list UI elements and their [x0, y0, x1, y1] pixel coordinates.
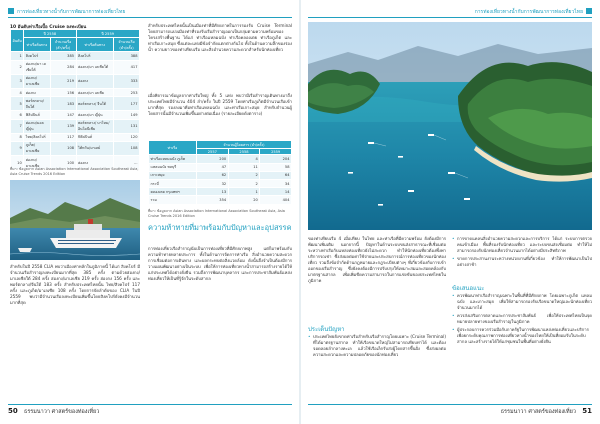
table-cell: 200 — [197, 155, 229, 163]
table-row — [11, 111, 140, 119]
table-row — [11, 60, 140, 74]
table-cell: ฮ่องกง/ มาเลเซีย — [24, 156, 50, 170]
table-cell: 219 — [50, 74, 76, 88]
table-cell: ไต้หวัน/มาเลย์ — [76, 141, 114, 155]
table2-col-2557: 2557 — [197, 149, 229, 155]
table-cell: ฮ่องกง/มา เลเซียใต้ — [24, 60, 50, 74]
table-cell: 156 — [50, 88, 76, 96]
table-cell: 6 — [11, 111, 24, 119]
left-col2-paragraph-3: การท่องเที่ยวเรือสำราญนับเป็นการท่องเที่ยวที่มีศักยภาพสูง แต่ก็มาพร้อมกับความท้าทายหลายประการ ทั้งในด้านการจัดการท่าเรือ สิ่งอำนวยความสะดวก การเชื่อมต่อการเดินทาง และผลกระทบต่อสิ่งแวดล้อม ดังนั้นจึงจำเป็นต้องมีการวางแผนพัฒนาอย่างเป็นระบบ เพื่อให้การท่องเที่ยวทางน้ำสามารถสร้างรายได้ให้แก่ประเทศได้อย่างยั่งยืน รวมถึงการพัฒนาบุคลากร และการประชาสัมพันธ์แหล่งท่องเที่ยวให้เป็นที่รู้จักในระดับสากล — [148, 246, 292, 281]
table-cell: 204 — [260, 155, 292, 163]
table-cell: 117 — [50, 133, 76, 141]
table-cell: 2 — [228, 179, 260, 187]
right-col1-paragraph: ของท่าเทียบเรือ 4 เมื่อเทียบ ในไทย และท่าเรือที่มีความพร้อม ยังต้องมีการพัฒนาเพิ่มเติม นอกจากนี้ ปัญหาในด้านระบบขนส่งสาธารณะที่เชื่อมต่อระหว่างท่าเรือกับแหล่งท่องเที่ยวยังไม่สะดวก ทำให้นักท่องเที่ยวต้องพึ่งพาบริการรถเช่า ซึ่งส่งผลต่อค่าใช้จ่ายและประสบการณ์การท่องเที่ยวของนักท่องเที่ยว รวมถึงข้อจำกัดด้านกฎหมายและกฎระเบียบต่างๆ ที่เกี่ยวข้องกับการเข้าออกของเรือสำราญ ซึ่งยังคงต้องมีการปรับปรุงให้เหมาะสมและสอดคล้องกับมาตรฐานสากล เพื่อเพิ่มขีดความสามารถในการแข่งขันของประเทศไทยในภูมิภาค — [308, 236, 446, 283]
table-cell: พอร์ตกลาง/ บาโหม/อินโดนีเซีย — [76, 119, 114, 133]
table-row — [149, 163, 292, 171]
table-cell: ท่าเรือแหลมฉบัง ภูเก็ต — [149, 155, 197, 163]
left-section-title: ความท้าทายที่มาพร้อมกับปัญหาและอุปสรรค — [148, 223, 292, 232]
list-item: • ควรพัฒนาท่าเรือสำราญเฉพาะในพื้นที่ที่มีศักยภาพ โดยเฉพาะภูเก็ต แหลมฉบัง และเกาะสมุย เพื่อให้สามารถรองรับเรือขนาดใหญ่และนักท่องเที่ยวจำนวนมากได้ — [452, 293, 592, 311]
table-cell: 47 — [197, 163, 229, 171]
table-cell: ฮ่องกง/มอล ญี่ปุ่น — [24, 119, 50, 133]
header-square-icon — [586, 8, 592, 14]
right-header-text: การท่องเที่ยวทางน้ำกับการพัฒนาการท่องเที่ยวไทย — [474, 9, 583, 15]
table-row — [11, 52, 140, 60]
table-cell: 4 — [228, 155, 260, 163]
table1-group-2558: ปี 2558 — [24, 30, 76, 38]
table-row — [149, 196, 292, 204]
table-cell: ฮ่องกง — [76, 74, 114, 88]
table-cell: 5 — [11, 97, 24, 111]
table-row — [11, 119, 140, 133]
table-cell: 139 — [50, 119, 76, 133]
right-sub-heading-issues: ประเด็นปัญหา — [308, 326, 345, 333]
list-item: • ควรส่งเสริมการตลาดและการประชาสัมพันธ์ เพื่อให้ประเทศไทยเป็นจุดหมายปลายทางของเรือสำราญในภูมิภาค — [452, 313, 592, 325]
table-cell: 14 — [260, 188, 292, 196]
table2 — [148, 140, 292, 205]
table-cell: 177 — [114, 97, 140, 111]
table-cell: 284 — [50, 60, 76, 74]
table-cell: กระบี่ — [149, 179, 197, 187]
left-footer-text: ธรรมนาวา ศาสตร์ของท่องเที่ยว — [24, 409, 100, 415]
list-item: • ผู้ประกอบการควรร่วมมือกับภาครัฐในการพัฒนาแหล่งท่องเที่ยวและบริการ เพื่อยกระดับคุณภาพการท่องเที่ยวทางน้ำของไทยให้เป็นที่ยอมรับในระดับสากล และสร้างรายได้ให้แก่ชุมชนในพื้นที่อย่างยั่งยืน — [452, 327, 592, 345]
table-cell: คลองเตย กรุงเทพฯ — [149, 188, 197, 196]
table-cell: 120 — [114, 133, 140, 141]
table1-col-count-b: จำนวนเรือ (ลำ/ครั้ง) — [114, 38, 140, 52]
table-cell: สิงคโปร์ — [76, 52, 114, 60]
table-row — [149, 188, 292, 196]
table-cell: 20 — [228, 196, 260, 204]
right-col2-bullets-1 — [452, 236, 592, 270]
table-row — [11, 88, 140, 96]
right-col1-bullets — [308, 334, 446, 360]
table1-col-count-a: จำนวนเรือ (ลำ/ครั้ง) — [50, 38, 76, 52]
left-page-header — [8, 6, 292, 18]
table1-caption: ที่มา: ข้อมูลจาก Asian Association International Association Southeast Asia, Asia Cruise Trends 2016 Edition — [10, 167, 139, 176]
table2-caption: ที่มา: ข้อมูลจาก Asian Association International Association Southeast Asia, Asia Cruise Trends 2016 Edition — [148, 209, 285, 218]
table-cell: 9 — [11, 141, 24, 155]
header-square-icon — [8, 8, 14, 14]
table-row — [11, 141, 140, 155]
left-col1-paragraph: สำหรับในปี 2558 CLIA พบว่าเมืองท่าหลักในภูมิภาคนี้ ได้แก่ สิงคโปร์ มีจำนวนเรือสำราญลงทะเบียนมากที่สุด 385 ครั้ง ตามด้วยฮ่องกง/มาเลเซียใต้ 284 ครั้ง ฮ่องกง/มาเลเซีย 219 ครั้ง ฮ่องกง 156 ครั้ง และพอร์ตกลาง/จีนใต้ 183 ครั้ง สำหรับประเทศไทยนั้น ไทย/สิงคโปร์ 117 ครั้ง และภูเก็ต/มาเลเซีย 108 ครั้ง โดยการจัดลำดับของ CLIA ในปี 2559 พบว่ามีจำนวนเรือลงทะเบียนเพิ่มขึ้นโดยสิงคโปร์ยังคงมีจำนวนมากที่สุด — [10, 264, 140, 305]
left-col2-paragraph-1: สำหรับประเทศไทยนั้นเป็นเมืองท่าที่มีศักยภาพในการรองรับ Cruise Terminal โดยสามารถแบ่งเมืองท่าที่รองรับเรือสำราญออกเป็นกลุ่มตามความพร้อมของโครงสร้างพื้นฐาน ได้แก่ ท่าเรือแหลมฉบัง ท่าเรือคลองเตย ท่าเรือภูเก็ต และท่าเรือเกาะสมุย ซึ่งแต่ละแห่งมีข้อจำกัดแตกต่างกันไป ทั้งในด้านความลึกของร่องน้ำ ความยาวของท่าเทียบเรือ และสิ่งอำนวยความสะดวกสำหรับนักท่องเที่ยว — [148, 23, 292, 52]
left-header-text: การท่องเที่ยวทางน้ำกับการพัฒนาการท่องเที่ยวไทย — [17, 9, 126, 15]
table-cell: 385 — [50, 52, 76, 60]
left-page-number: 50 — [8, 407, 18, 415]
table-cell: 404 — [260, 196, 292, 204]
table-cell: 100 — [50, 156, 76, 170]
table-cell: 58 — [260, 163, 292, 171]
table-cell: 253 — [114, 88, 140, 96]
table2-col-2558: 2558 — [228, 149, 260, 155]
table-cell: 131 — [114, 119, 140, 133]
table-row — [149, 155, 292, 163]
table-cell: ฮ่องกง/ มาเลเซีย — [24, 74, 50, 88]
cruise-ship-harbor-photo — [10, 180, 140, 260]
table1-title: 10 อันดับท่าเรือเบื้อ Cruise ลงทะเบียน — [10, 25, 87, 30]
right-page-number: 51 — [582, 407, 592, 415]
table-cell: 183 — [50, 97, 76, 111]
table-cell: แหลมฉบัง ชลบุรี — [149, 163, 197, 171]
table2-group-passengers: จำนวนผู้โดยสาร (ลำ/ครั้ง) — [197, 141, 292, 149]
table-cell: 13 — [197, 188, 229, 196]
table-cell: 388 — [114, 52, 140, 60]
table1-col-port-a: ท่าเรือต้นทาง — [24, 38, 50, 52]
island-aerial-photo — [308, 22, 592, 230]
table-cell: 32 — [197, 179, 229, 187]
table-cell: 108 — [50, 141, 76, 155]
table2-col-port: ท่าเรือ — [149, 141, 197, 155]
right-page-header — [308, 6, 592, 18]
table-cell: 3 — [11, 74, 24, 88]
table1 — [10, 29, 140, 170]
table-cell: 2 — [11, 60, 24, 74]
table-cell: 10 — [11, 156, 24, 170]
table-cell: 108 — [114, 141, 140, 155]
table-row — [149, 179, 292, 187]
list-item: • ประเทศไทยยังขาดท่าเรือสำหรับเรือสำราญโดยเฉพาะ (Cruise Terminal) ที่ได้มาตรฐานสากล ทำให้เรือขนาดใหญ่ไม่สามารถเทียบท่าได้ และต้องจอดลอยลำกลางทะเล แล้วใช้เรือเล็กรับส่งผู้โดยสารขึ้นฝั่ง ซึ่งส่งผลต่อความสะดวกและความปลอดภัยของนักท่องเที่ยว — [308, 334, 446, 358]
table-cell: ฮ่องกง — [76, 156, 114, 170]
right-col2-bullets-2 — [452, 293, 592, 347]
list-item: • การขาดแคลนสิ่งอำนวยความสะดวกและการบริการ ได้แก่ ระบบการตรวจคนเข้าเมือง พื้นที่รองรับนักท่องเที่ยว และระบบขนส่งเชื่อมต่อ ทำให้ไม่สามารถรองรับนักท่องเที่ยวจำนวนมากได้อย่างมีประสิทธิภาพ — [452, 236, 592, 254]
table-cell: ฟิลิปปินส์ — [76, 133, 114, 141]
table-cell: 147 — [50, 111, 76, 119]
left-col2-paragraph-2: เมื่อพิจารณาข้อมูลจากท่าเรือใหญ่ ทั้ง 5 แห่ง พบว่ามีเรือสำราญเดินทางมาถึงประเทศไทยมีจำนวน 404 ลำ/ครั้ง ในปี 2559 โดยท่าเรือภูเก็ตมีจำนวนเรือเข้ามากที่สุด รองลงมาคือท่าเรือแหลมฉบัง และท่าเรือเกาะสมุย สำหรับจำนวนผู้โดยสารนั้นมีจำนวนเพิ่มขึ้นอย่างต่อเนื่อง (รายละเอียดดังตาราง) — [148, 93, 292, 116]
table1-group-2559: ปี 2559 — [76, 30, 139, 38]
table-cell: ฮ่องกง/มา เลเซีย — [76, 88, 114, 96]
table-cell: ... — [114, 156, 140, 170]
table-cell: พอร์ตกลาง/ จีนใต้ — [76, 97, 114, 111]
table-cell: รวม — [149, 196, 197, 204]
table-cell: 11 — [228, 163, 260, 171]
table-cell: ไทย/สิงคโปร์ — [24, 133, 50, 141]
table-cell: 7 — [11, 119, 24, 133]
table-row — [11, 133, 140, 141]
right-sub-heading-recommendations: ข้อเสนอแนะ — [452, 285, 485, 292]
table-row — [11, 97, 140, 111]
table-cell: ฮ่องกง/มา ญี่ปุ่น — [76, 111, 114, 119]
table2-col-2559: 2559 — [260, 149, 292, 155]
table-cell: 333 — [114, 74, 140, 88]
left-page-footer — [8, 404, 292, 416]
page-gutter — [299, 0, 301, 424]
table1-col-rank: อันดับ — [11, 30, 24, 52]
table-cell: ฮ่องกง/มา เลเซียใต้ — [76, 60, 114, 74]
table-cell: 417 — [114, 60, 140, 74]
table-cell: 1 — [11, 52, 24, 60]
table-row — [11, 74, 140, 88]
table-cell: ภูเก็ต/ มาเลเซีย — [24, 141, 50, 155]
table-cell: สิงคโปร์ — [24, 52, 50, 60]
table-cell: 34 — [260, 179, 292, 187]
table-cell: เกาะสมุย — [149, 171, 197, 179]
table-cell: พอร์ตกลาง/ จีนใต้ — [24, 97, 50, 111]
right-footer-text: ธรรมนาวา ศาสตร์ของท่องเที่ยว — [500, 409, 576, 415]
table-cell: 1 — [228, 188, 260, 196]
table-cell: 8 — [11, 133, 24, 141]
table1-col-port-b: ท่าเรือต้นทาง — [76, 38, 114, 52]
table-cell: 4 — [11, 88, 24, 96]
list-item: • ขาดการประสานงานระหว่างหน่วยงานที่เกี่ยวข้อง ทำให้การพัฒนาเป็นไปอย่างล่าช้า — [452, 256, 592, 268]
table-cell: 64 — [260, 171, 292, 179]
table-row — [149, 171, 292, 179]
table-cell: ฮ่องกง — [24, 88, 50, 96]
right-page-footer — [308, 404, 592, 416]
table-cell: 62 — [197, 171, 229, 179]
table-cell: ฟิลิปปินส์ — [24, 111, 50, 119]
table-cell: 149 — [114, 111, 140, 119]
table-cell: 354 — [197, 196, 229, 204]
table-cell: 2 — [228, 171, 260, 179]
